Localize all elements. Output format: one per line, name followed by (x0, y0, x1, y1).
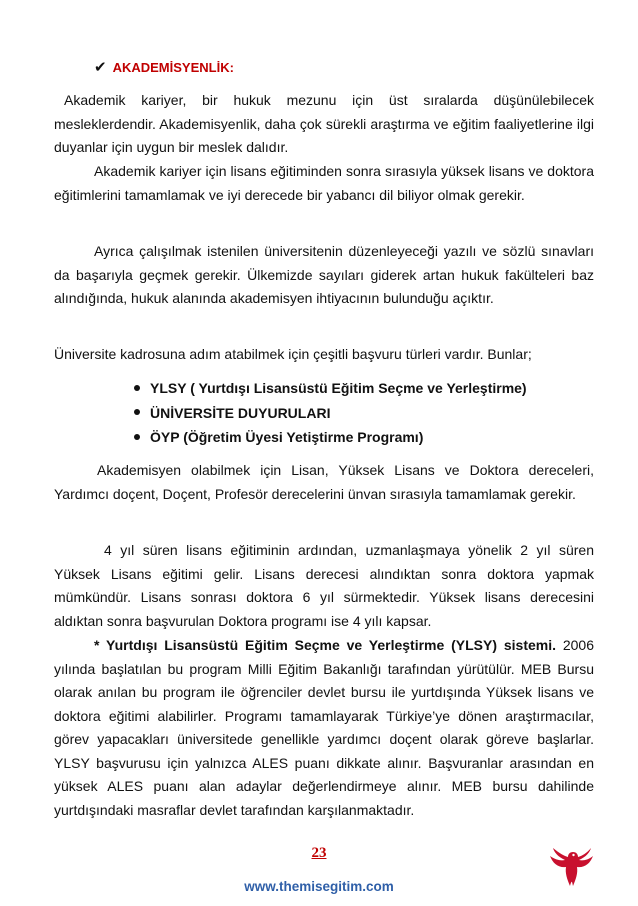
paragraph-4: Üniversite kadrosuna adım atabilmek için çeşitli başvuru türleri vardır. Bunlar; (54, 346, 532, 362)
application-types-list (120, 376, 527, 450)
paragraph-6: 4 yıl süren lisans eğitiminin ardından, uzmanlaşmaya yönelik 2 yıl süren Yüksek Lisans eğitimi gelir. Lisans derecesi alındıktan sonra doktora yapmak mümkündür. Lisans sonrası doktora 6 yıl sürmektedir. Yüksek lisans derecesini aldıktan sonra başvurulan Doktora programı ise 4 yılı kapsar. (54, 542, 594, 629)
paragraph-3: Ayrıca çalışılmak istenilen üniversitenin düzenleyeceği yazılı ve sözlü sınavları da başarıyla geçmek gerekir. Ülkemizde sayıları giderek artan hukuk fakülteleri baz alındığında, hukuk alanında akademisyen ihtiyacının bulunduğu açıktır. (54, 243, 594, 306)
list-item: ÜNİVERSİTE DUYURULARI (120, 401, 527, 426)
ylsy-body: 2006 yılında başlatılan bu program Milli Eğitim Bakanlığı tarafından yürütülür. MEB Bursu olarak anılan bu program ile öğrenciler devlet bursu ile yurtdışında Yüksek lisans ve doktora eğitimi alabilirler. Programı tamamlayarak Türkiye’ye dönen araştırmacılar, görev yapacakları üniversitede genellikle yardımcı doçent olarak göreve başlarlar. YLSY başvurusu için yalnızca ALES puanı dikkate alınır. Başvuranlar arasından en yüksek ALES puanı alan adaylar değerlendirmeye alınır. MEB bursu dahilinde yurtdışındaki masraflar devlet tarafından karşılanmaktadır. (54, 637, 594, 818)
paragraph-5: Akademisyen olabilmek için Lisan, Yüksek Lisans ve Doktora dereceleri, Yardımcı doçent, Doçent, Profesör derecelerini ünvan sırasıyla tamamlamak gerekir. (54, 462, 594, 502)
section-heading (94, 57, 234, 77)
website-link[interactable]: www.themisegitim.com (244, 879, 394, 894)
list-item: YLSY ( Yurtdışı Lisansüstü Eğitim Seçme ve Yerleştirme) (120, 376, 527, 401)
eagle-logo-icon (547, 846, 593, 890)
ylsy-title: * Yurtdışı Lisansüstü Eğitim Seçme ve Yerleştirme (YLSY) sistemi. (94, 637, 556, 653)
page-number: 23 (311, 845, 327, 861)
section-heading-text: AKADEMİSYENLİK: (112, 59, 234, 75)
paragraph-1: Akademik kariyer, bir hukuk mezunu için üst sıralarda düşünülebilecek mesleklerdendir. Akademisyenlik, daha çok sürekli araştırma ve eğitim faaliyetlerine ilgi duyanlar için uygun bir meslek dalıdır. (54, 92, 594, 155)
list-item: ÖYP (Öğretim Üyesi Yetiştirme Programı) (120, 425, 527, 450)
paragraph-2: Akademik kariyer için lisans eğitiminden sonra sırasıyla yüksek lisans ve doktora eğitimlerini tamamlamak ve iyi derecede bir yabancı dil biliyor olmak gerekir. (54, 163, 594, 203)
checkmark-icon: ✔ (94, 58, 107, 76)
paragraph-7 (54, 634, 594, 822)
